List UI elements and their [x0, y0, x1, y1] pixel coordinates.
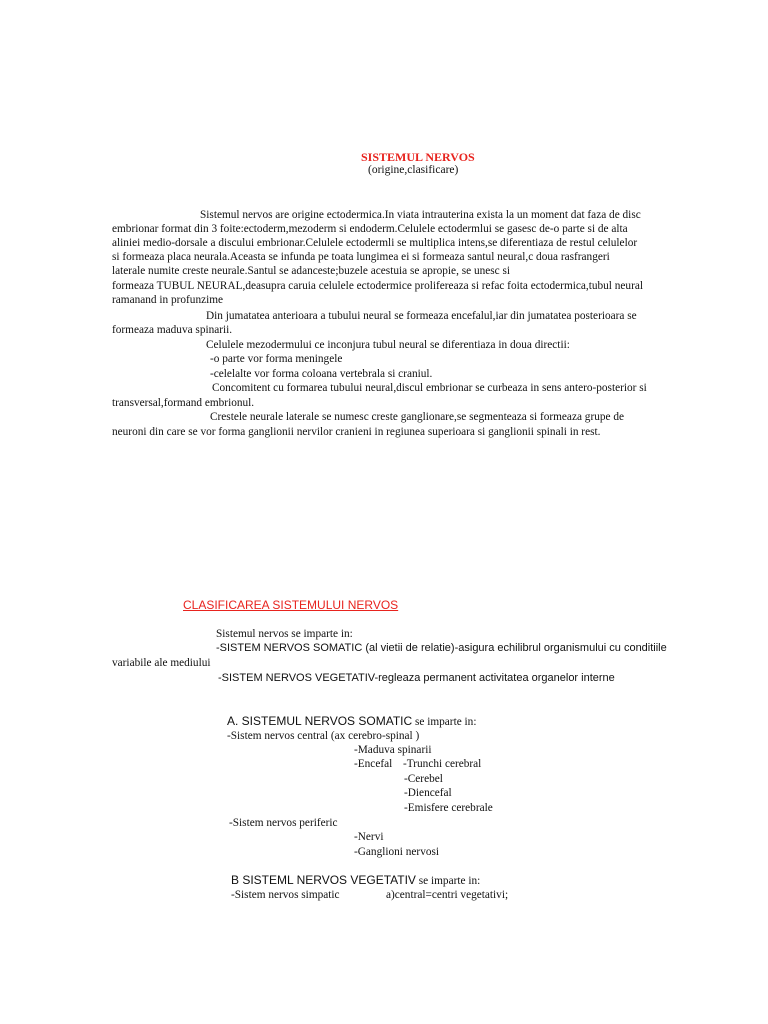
vegetativ-heading-suffix: se imparte in: [415, 875, 481, 887]
tree-node: -Ganglioni nervosi [354, 846, 440, 858]
tree-node: -Maduva spinarii [354, 744, 432, 756]
paragraph-line: embrionar format din 3 foite:ectoderm,mezoderm si endoderm.Celulele ectodermlui se gasesc de-o parte si de alta [112, 223, 628, 235]
tree-node: -Encefal [354, 758, 393, 770]
somatic-heading [227, 714, 476, 729]
paragraph-line: Sistemul nervos are origine ectodermica.In viata intrauterina exista la un moment dat faza de disc [200, 209, 641, 221]
paragraph-line: formeaza maduva spinarii. [112, 324, 233, 336]
tree-node: -Sistem nervos periferic [229, 817, 338, 829]
class-line: variabile ale mediului [112, 657, 211, 669]
tree-node: -Trunchi cerebral [403, 758, 482, 770]
vegetativ-heading [231, 873, 480, 888]
paragraph-line: -celelalte vor forma coloana vertebrala si craniul. [210, 368, 433, 380]
paragraph-line: si formeaza placa neurala.Aceasta se infunda pe toata lungimea ei si formeaza santul neural,c doua rasfrangeri [112, 251, 610, 263]
paragraph-line: formeaza TUBUL NEURAL,deasupra caruia celulele ectodermice prolifereaza si refac foita ectodermica,tubul neural [112, 280, 643, 292]
paragraph-line: aliniei medio-dorsale a discului embrionar.Celulele ectodermli se multiplica intens,se diferentiaza de restul celulelor [112, 237, 638, 249]
document-title: SISTEMUL NERVOS [361, 150, 475, 164]
document-subtitle: (origine,clasificare) [368, 164, 459, 176]
class-line: Sistemul nervos se imparte in: [216, 628, 353, 640]
tree-node: -Sistem nervos simpatic [231, 889, 340, 901]
tree-node: -Emisfere cerebrale [404, 802, 493, 814]
paragraph-line: laterale numite creste neurale.Santul se adanceste;buzele acestuia se apropie, se unesc si [112, 265, 511, 277]
paragraph-line: Concomitent cu formarea tubului neural,discul embrionar se curbeaza in sens antero-posterior si [212, 382, 647, 394]
class-line: -SISTEM NERVOS VEGETATIV-regleaza permanent activitatea organelor interne [218, 672, 615, 684]
paragraph-line: ramanand in profunzime [112, 294, 224, 306]
paragraph-line: Din jumatatea anterioara a tubului neural se formeaza encefalul,iar din jumatatea posterioara se [206, 310, 637, 322]
somatic-heading-label: A. SISTEMUL NERVOS SOMATIC [227, 714, 413, 728]
tree-node: -Sistem nervos central (ax cerebro-spinal ) [227, 730, 420, 742]
paragraph-line: Crestele neurale laterale se numesc creste ganglionare,se segmenteaza si formeaza grupe de [210, 411, 625, 423]
section-title: CLASIFICAREA SISTEMULUI NERVOS [183, 598, 399, 612]
paragraph-line: transversal,formand embrionul. [112, 397, 255, 409]
tree-node: -Cerebel [404, 773, 443, 785]
tree-node: -Diencefal [404, 787, 452, 799]
somatic-heading-suffix: se imparte in: [412, 716, 477, 728]
tree-node: -Nervi [354, 831, 384, 843]
class-line: -SISTEM NERVOS SOMATIC (al vietii de relatie)-asigura echilibrul organismului cu conditiile [216, 642, 667, 654]
vegetativ-heading-label: B SISTEML NERVOS VEGETATIV [231, 873, 416, 887]
paragraph-line: neuroni din care se vor forma ganglionii nervilor cranieni in regiunea superioara si ganglionii spinali in rest. [112, 426, 601, 438]
tree-node: a)central=centri vegetativi; [386, 889, 509, 901]
paragraph-line: -o parte vor forma meningele [210, 353, 343, 365]
paragraph-line: Celulele mezodermului ce inconjura tubul neural se diferentiaza in doua directii: [206, 339, 570, 351]
